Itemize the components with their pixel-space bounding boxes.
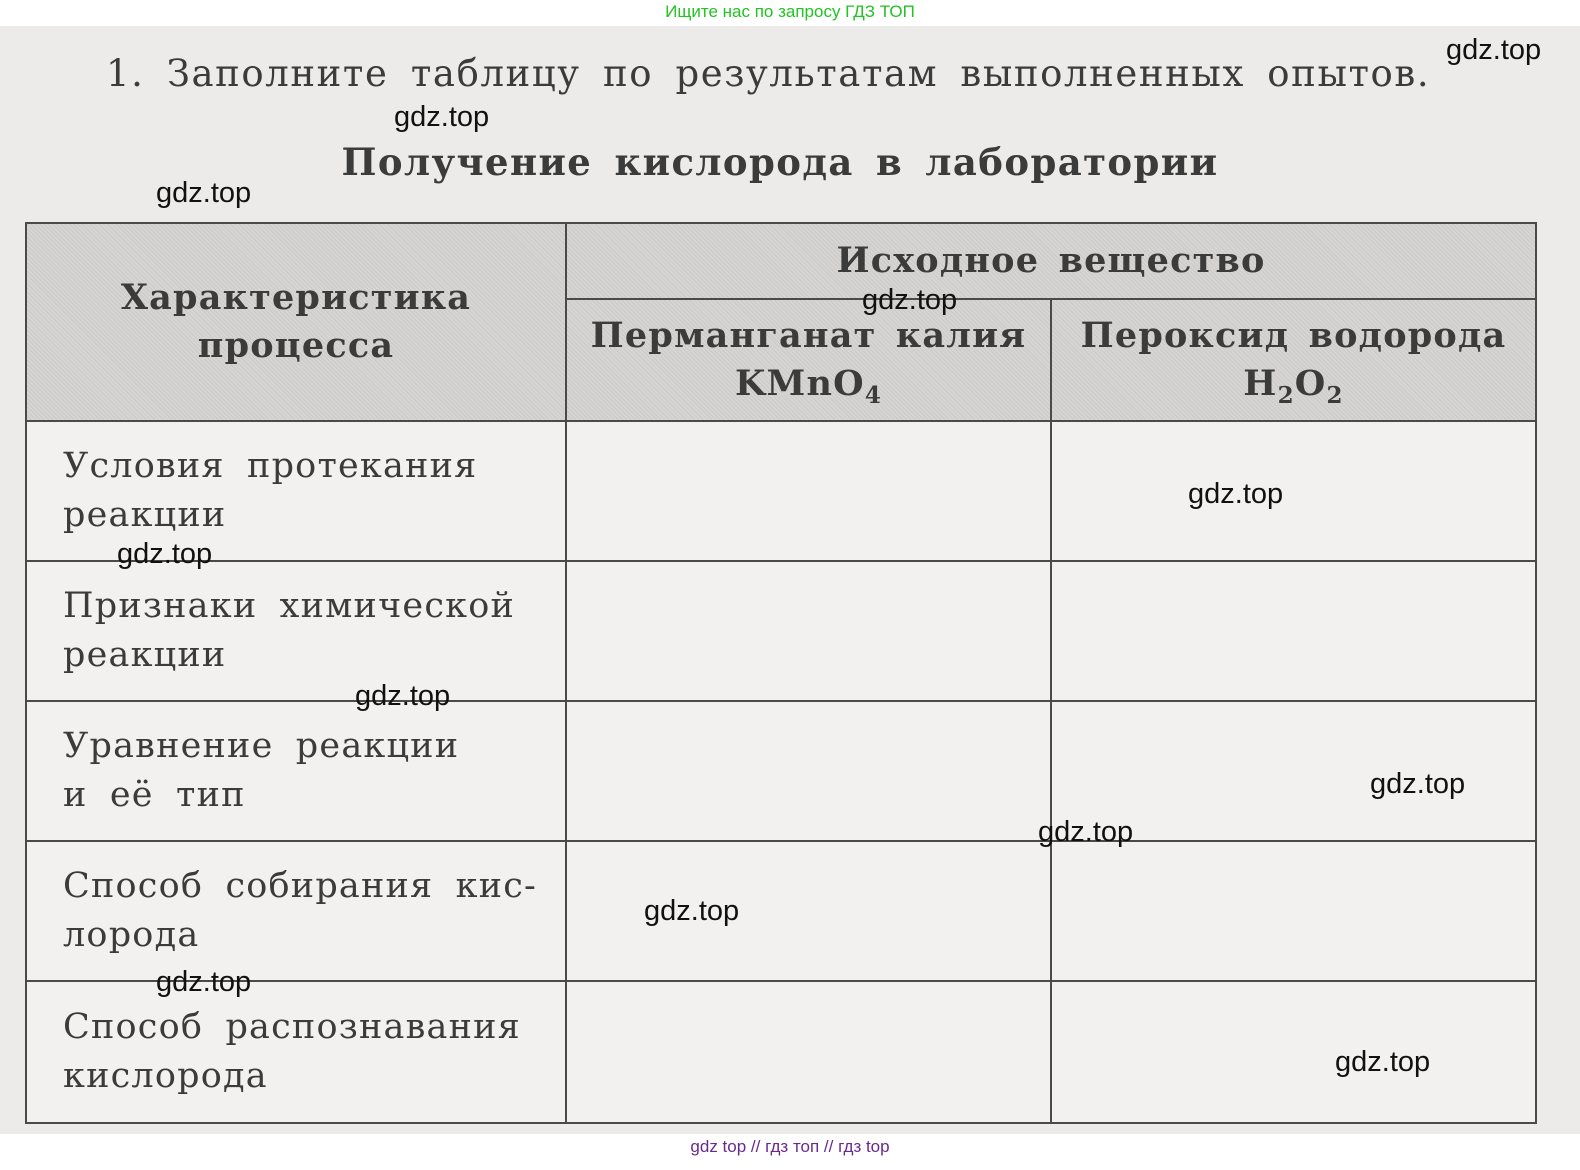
header-source-substance: Исходное вещество [566, 223, 1536, 299]
watermark: gdz.top [156, 966, 252, 998]
cell-h2o2-detection [1051, 981, 1536, 1123]
watermark: gdz.top [117, 538, 213, 570]
watermark: gdz.top [394, 101, 490, 133]
watermark: gdz.top [1370, 768, 1466, 800]
table-row [26, 841, 1536, 981]
cell-h2o2-collection [1051, 841, 1536, 981]
watermark: gdz.top [156, 177, 252, 209]
row-label-conditions: Условия протекания реакции [26, 421, 566, 561]
header-kmno4 [566, 299, 1051, 421]
header-h2o2-formula: $H_2O_2$ [1243, 363, 1344, 409]
watermark: gdz.top [1038, 816, 1134, 848]
watermark: gdz.top [862, 284, 958, 316]
cell-h2o2-conditions [1051, 421, 1536, 561]
top-banner: Ищите нас по запросу ГДЗ ТОП [0, 0, 1580, 26]
header-h2o2 [1051, 299, 1536, 421]
cell-kmno4-detection [566, 981, 1051, 1123]
row-label-collection: Способ собирания кис- лорода [26, 841, 566, 981]
table-caption: Получение кислорода в лаборатории [341, 140, 1219, 184]
header-kmno4-formula: KMnO$_4$ [734, 363, 883, 409]
row-label-signs: Признаки химической реакции [26, 561, 566, 701]
watermark: gdz.top [1335, 1046, 1431, 1078]
cell-kmno4-conditions [566, 421, 1051, 561]
watermark: gdz.top [644, 895, 740, 927]
task-heading: 1. Заполните таблицу по результатам выполненных опытов. [106, 52, 1431, 95]
header-h2o2-name: Пероксид водорода [1080, 315, 1507, 356]
watermark: gdz.top [1446, 34, 1542, 66]
bottom-banner: gdz top // гдз топ // гдз top [0, 1134, 1580, 1170]
header-kmno4-name: Перманганат калия [590, 315, 1027, 356]
header-characteristic: Характеристика процесса [26, 223, 566, 421]
watermark: gdz.top [355, 680, 451, 712]
cell-kmno4-signs [566, 561, 1051, 701]
results-table [25, 222, 1537, 1124]
cell-kmno4-equation [566, 701, 1051, 841]
row-label-equation: Уравнение реакции и её тип [26, 701, 566, 841]
cell-h2o2-signs [1051, 561, 1536, 701]
table-row [26, 701, 1536, 841]
row-label-detection: Способ распознавания кислорода [26, 981, 566, 1123]
table-row [26, 561, 1536, 701]
table-row [26, 421, 1536, 561]
watermark: gdz.top [1188, 478, 1284, 510]
cell-kmno4-collection [566, 841, 1051, 981]
table-row [26, 981, 1536, 1123]
